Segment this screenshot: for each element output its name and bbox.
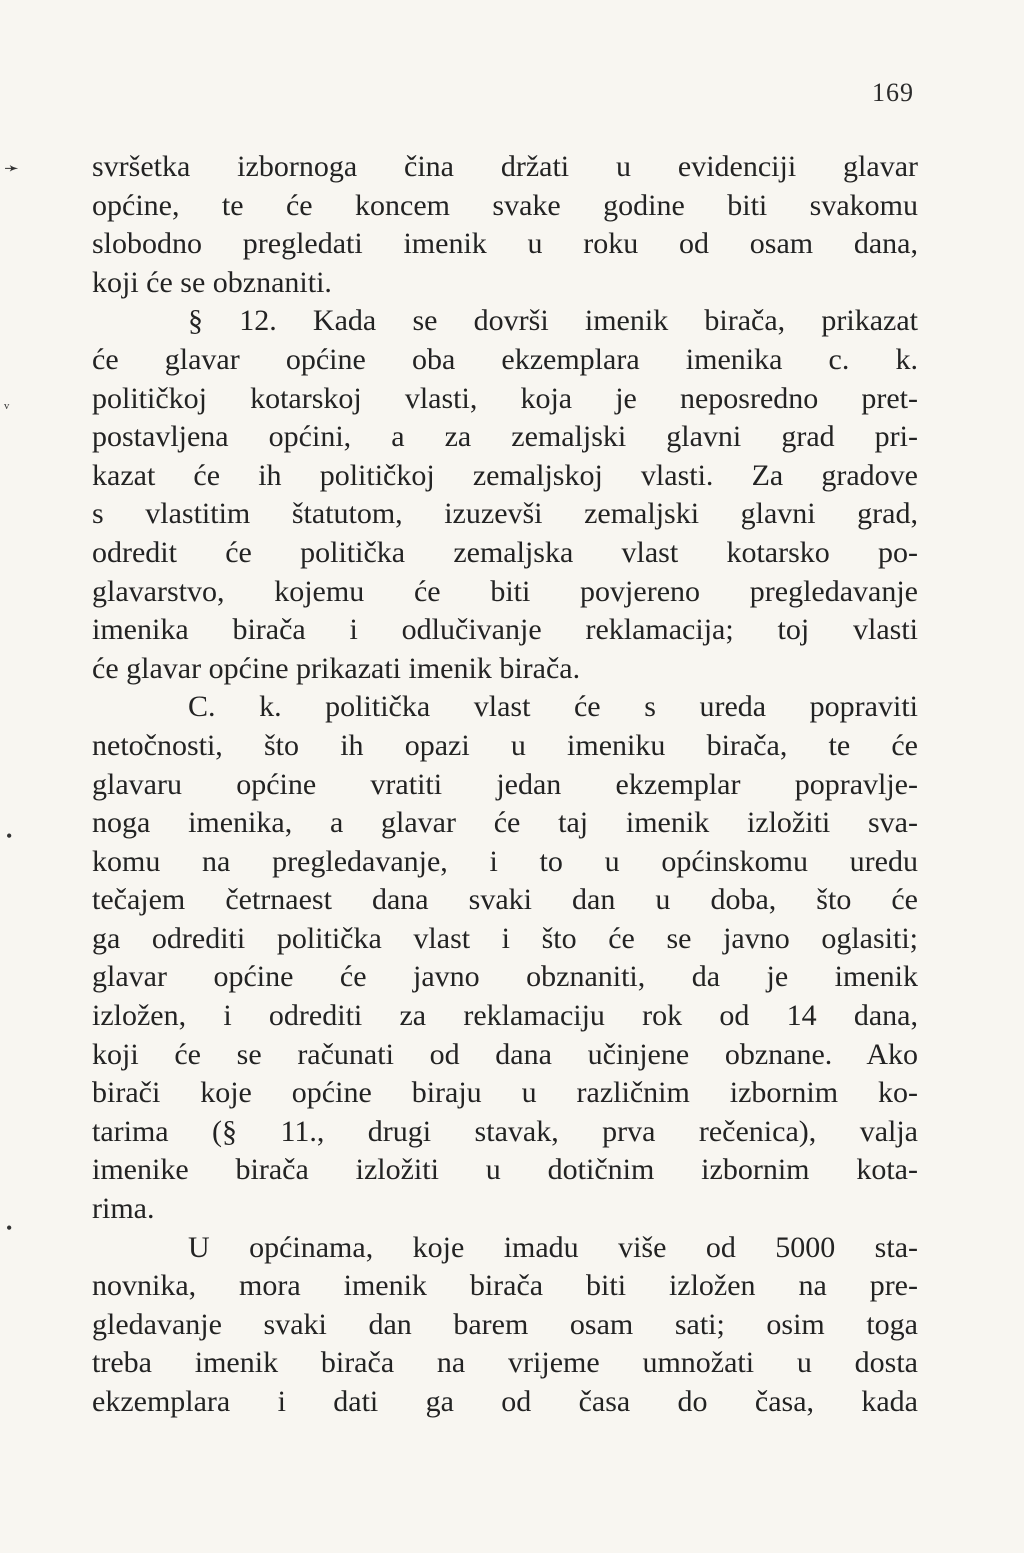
text-line: tečajem četrnaest dana svaki dan u doba, što će: [92, 883, 918, 917]
section-heading-line: § 12. Kada se dovrši imenik birača, prikazat: [188, 304, 918, 338]
text-line: odredit će politička zemaljska vlast kotarsko po-: [92, 535, 918, 569]
text-line: koji će se obznaniti.: [92, 265, 332, 299]
paragraph-start-line: C. k. politička vlast će s ureda popraviti: [188, 690, 918, 724]
text-line: kazat će ih političkoj zemaljskoj vlasti. Za gradove: [92, 458, 918, 492]
text-line: novnika, mora imenik birača biti izložen na pre-: [92, 1269, 918, 1303]
body-text: [92, 148, 918, 1422]
text-line: svršetka izbornoga čina držati u evidenciji glavar: [92, 150, 918, 183]
text-line: izložen, i odrediti za reklamaciju rok od 14 dana,: [92, 999, 918, 1033]
text-line: tarima (§ 11., drugi stavak, prva rečenica), valja: [92, 1114, 918, 1148]
text-line: ekzemplara i dati ga od časa do časa, kada: [92, 1385, 918, 1418]
text-line: birači koje općine biraju u različnim izbornim ko-: [92, 1076, 918, 1110]
text-line: komu na pregledavanje, i to u općinskomu uredu: [92, 844, 918, 878]
paragraph-start-line: U općinama, koje imadu više od 5000 sta-: [188, 1230, 918, 1264]
margin-arrow-mark: ➛: [4, 158, 20, 178]
text-line: će glavar općine prikazati imenik birača.: [92, 651, 581, 685]
text-line: netočnosti, što ih opazi u imeniku birača, te će: [92, 728, 918, 762]
text-line: koji će se računati od dana učinjene obznane. Ako: [92, 1037, 918, 1071]
margin-dot-mark: •: [6, 826, 13, 846]
text-line: postavljena općini, a za zemaljski glavni grad pri-: [92, 420, 918, 454]
text-line: gledavanje svaki dan barem osam sati; osim toga: [92, 1307, 918, 1341]
text-line: noga imenika, a glavar će taj imenik izložiti sva-: [92, 806, 918, 840]
text-line: treba imenik birača na vrijeme umnožati u dosta: [92, 1346, 918, 1380]
page-number: 169: [872, 78, 914, 107]
margin-tick-mark: ᵛ: [4, 398, 10, 418]
text-line: glavarstvo, kojemu će biti povjereno pregledavanje: [92, 574, 918, 608]
text-line: rima.: [92, 1192, 155, 1226]
text-line: općine, te će koncem svake godine biti svakomu: [92, 188, 918, 222]
text-line: glavaru općine vratiti jedan ekzemplar popravlje-: [92, 767, 918, 801]
margin-dot-mark-2: •: [6, 1218, 13, 1238]
text-line: ga odrediti politička vlast i što će se javno oglasiti;: [92, 921, 918, 955]
text-line: glavar općine će javno obznaniti, da je imenik: [92, 960, 918, 994]
text-line: političkoj kotarskoj vlasti, koja je neposredno pret-: [92, 381, 918, 415]
text-line: slobodno pregledati imenik u roku od osam dana,: [92, 227, 918, 261]
text-line: s vlastitim štatutom, izuzevši zemaljski glavni grad,: [92, 497, 918, 531]
text-line: imenike birača izložiti u dotičnim izbornim kota-: [92, 1153, 918, 1187]
text-line: će glavar općine oba ekzemplara imenika c. k.: [92, 342, 918, 376]
text-line: imenika birača i odlučivanje reklamacija; toj vlasti: [92, 613, 918, 647]
